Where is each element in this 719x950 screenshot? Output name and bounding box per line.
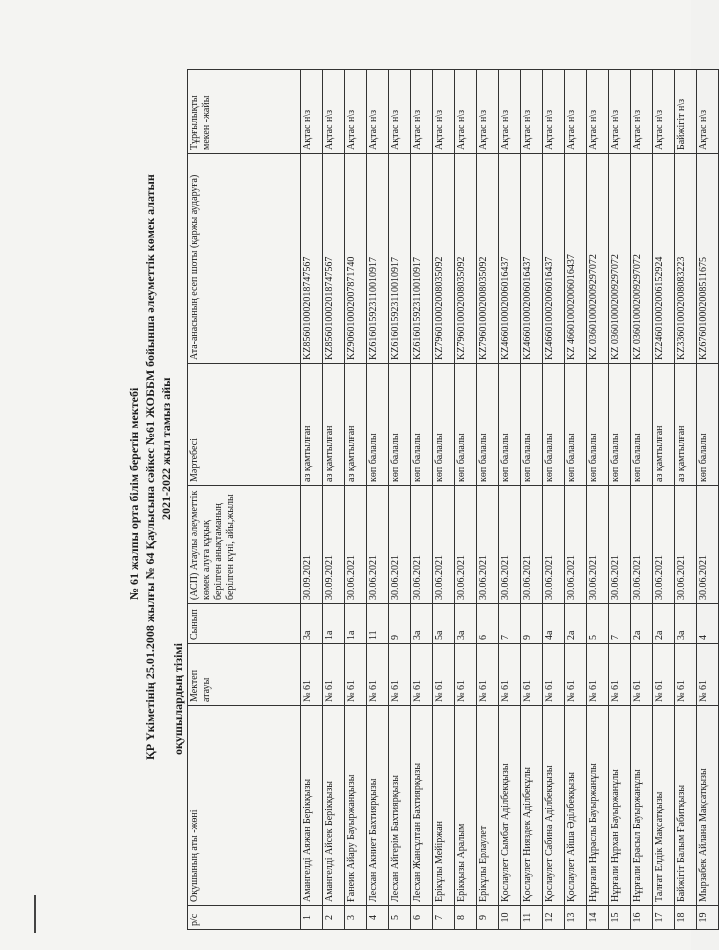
table-row xyxy=(345,70,367,930)
table-row xyxy=(653,70,675,930)
cell-status: көп балалы xyxy=(609,364,631,486)
cell-student-name: Нұрғали Нұрхан Бауыржанұлы xyxy=(609,706,631,906)
cell-student-name: Қослаулет Нияздек Аділбекұлы xyxy=(521,706,543,906)
cell-address: Ақтас н\з xyxy=(565,70,587,154)
cell-account: KZ 036010002009297072 xyxy=(587,154,609,364)
cell-asp-date: 30.06.2021 xyxy=(499,486,521,604)
cell-account: KZ466010002006016437 xyxy=(543,154,565,364)
table-row xyxy=(367,70,389,930)
cell-row-number: 5 xyxy=(389,906,411,930)
cell-account: KZ466010002006016437 xyxy=(521,154,543,364)
heading-line-3: 2021-2022 жыл тамыз айы xyxy=(159,377,173,520)
cell-student-name: Қослаулет Сабина Аділбекқызы xyxy=(543,706,565,906)
cell-row-number: 3 xyxy=(345,906,367,930)
cell-class: 6 xyxy=(477,604,499,644)
cell-account: KZ796010002008035092 xyxy=(455,154,477,364)
cell-account: KZ466010002006016437 xyxy=(499,154,521,364)
cell-asp-date: 30.09.2021 xyxy=(323,486,345,604)
cell-class: 4а xyxy=(543,604,565,644)
cell-account: KZ856010002018747567 xyxy=(301,154,323,364)
table-body xyxy=(301,70,719,930)
cell-status: көп балалы xyxy=(367,364,389,486)
cell-row-number: 7 xyxy=(433,906,455,930)
cell-row-number: 16 xyxy=(631,906,653,930)
cell-asp-date: 30.06.2021 xyxy=(521,486,543,604)
cell-asp-date: 30.09.2021 xyxy=(301,486,323,604)
cell-address: Ақтас н\з xyxy=(653,70,675,154)
cell-school: № 61 xyxy=(521,644,543,706)
cell-student-name: Байжігіт Балым Ғабитқызы xyxy=(675,706,697,906)
cell-student-name: Ерікұлы Мейіржан xyxy=(433,706,455,906)
cell-status: аз қамтылған xyxy=(653,364,675,486)
cell-status: аз қамтылған xyxy=(345,364,367,486)
cell-account: KZ676010002008511675 xyxy=(697,154,719,364)
cell-account: KZ616015923110010917 xyxy=(389,154,411,364)
cell-class: 2а xyxy=(565,604,587,644)
cell-row-number: 8 xyxy=(455,906,477,930)
table-row xyxy=(433,70,455,930)
cell-row-number: 9 xyxy=(477,906,499,930)
cell-asp-date: 30.06.2021 xyxy=(455,486,477,604)
cell-class: 1а xyxy=(345,604,367,644)
cell-account: KZ796010002008035092 xyxy=(433,154,455,364)
heading-line-4: оқушылардың тізімі xyxy=(171,643,185,755)
cell-student-name: Амангелді Айсек Берікқызы xyxy=(323,706,345,906)
student-table xyxy=(187,69,719,930)
cell-school: № 61 xyxy=(543,644,565,706)
cell-asp-date: 30.06.2021 xyxy=(587,486,609,604)
cell-asp-date: 30.06.2021 xyxy=(543,486,565,604)
cell-status: көп балалы xyxy=(543,364,565,486)
cell-class: 3а xyxy=(675,604,697,644)
cell-class: 7 xyxy=(609,604,631,644)
cell-status: аз қамтылған xyxy=(301,364,323,486)
cell-row-number: 17 xyxy=(653,906,675,930)
cell-student-name: Лесхан Акниет Бахтиярқызы xyxy=(367,706,389,906)
cell-school: № 61 xyxy=(565,644,587,706)
cell-school: № 61 xyxy=(587,644,609,706)
cell-asp-date: 30.06.2021 xyxy=(631,486,653,604)
cell-student-name: Лесхан Жансұлтан Бахтиярқызы xyxy=(411,706,433,906)
cell-asp-date: 30.06.2021 xyxy=(477,486,499,604)
cell-asp-date: 30.06.2021 xyxy=(675,486,697,604)
cell-school: № 61 xyxy=(455,644,477,706)
cell-row-number: 11 xyxy=(521,906,543,930)
cell-school: № 61 xyxy=(631,644,653,706)
rotated-content xyxy=(125,70,709,930)
cell-student-name: Қослаулет Айша Әділбекқызы xyxy=(565,706,587,906)
cell-status: аз қамтылған xyxy=(323,364,345,486)
cell-student-name: Ерікқызы Аралым xyxy=(455,706,477,906)
cell-student-name: Қослаулет Сымбат Аділбекқызы xyxy=(499,706,521,906)
cell-school: № 61 xyxy=(477,644,499,706)
cell-row-number: 18 xyxy=(675,906,697,930)
cell-school: № 61 xyxy=(323,644,345,706)
table-row xyxy=(609,70,631,930)
cell-row-number: 6 xyxy=(411,906,433,930)
cell-account: KZ 466010002006016437 xyxy=(565,154,587,364)
col-header-name: Оқушының аты -жөні xyxy=(188,706,301,906)
cell-account: KZ856010002018747567 xyxy=(323,154,345,364)
cell-account: KZ616015923110010917 xyxy=(411,154,433,364)
cell-asp-date: 30.06.2021 xyxy=(345,486,367,604)
table-row xyxy=(499,70,521,930)
col-header-class: Сынып xyxy=(188,604,301,644)
cell-account: KZ246010002006152924 xyxy=(653,154,675,364)
cell-status: көп балалы xyxy=(697,364,719,486)
cell-student-name: Лесхан Айгерім Бахтиярқызы xyxy=(389,706,411,906)
cell-status: көп балалы xyxy=(631,364,653,486)
cell-school: № 61 xyxy=(345,644,367,706)
cell-student-name: Мырзабек Айлана Мақсатқызы xyxy=(697,706,719,906)
cell-address: Ақтас н\з xyxy=(609,70,631,154)
cell-class: 3а xyxy=(411,604,433,644)
cell-asp-date: 30.06.2021 xyxy=(389,486,411,604)
cell-class: 5а xyxy=(433,604,455,644)
cell-school: № 61 xyxy=(433,644,455,706)
cell-class: 11 xyxy=(367,604,389,644)
cell-account: KZ906010002007871740 xyxy=(345,154,367,364)
cell-class: 4 xyxy=(697,604,719,644)
cell-status: көп балалы xyxy=(411,364,433,486)
cell-school: № 61 xyxy=(389,644,411,706)
table-row xyxy=(301,70,323,930)
cell-status: көп балалы xyxy=(477,364,499,486)
cell-class: 2а xyxy=(631,604,653,644)
cell-student-name: Нұрғали Нұраслы Бауыржанұлы xyxy=(587,706,609,906)
cell-asp-date: 30.06.2021 xyxy=(653,486,675,604)
cell-row-number: 4 xyxy=(367,906,389,930)
col-header-number: р/с xyxy=(188,906,301,930)
cell-school: № 61 xyxy=(609,644,631,706)
cell-status: көп балалы xyxy=(499,364,521,486)
cell-account: KZ796010002008035092 xyxy=(477,154,499,364)
col-header-asp-date: (АСП) Атаулы әлеуметтік көмек алуға құқық берілген анықтаманың берілген күні, айы,жылы xyxy=(188,486,301,604)
cell-address: Ақтас н\з xyxy=(323,70,345,154)
table-row xyxy=(543,70,565,930)
cell-address: Ақтас н\з xyxy=(367,70,389,154)
cell-student-name: Талғат Елдік Мақсатқызы xyxy=(653,706,675,906)
cell-status: көп балалы xyxy=(389,364,411,486)
table-row xyxy=(477,70,499,930)
cell-class: 5 xyxy=(587,604,609,644)
cell-student-name: Амангелді Аяжан Берікқызы xyxy=(301,706,323,906)
cell-address: Ақтас н\з xyxy=(587,70,609,154)
cell-class: 9 xyxy=(389,604,411,644)
table-row xyxy=(455,70,477,930)
cell-address: Ақтас н\з xyxy=(433,70,455,154)
cell-account: KZ 036010002009297072 xyxy=(609,154,631,364)
margin-pen-mark xyxy=(34,895,36,933)
cell-row-number: 15 xyxy=(609,906,631,930)
cell-class: 1а xyxy=(323,604,345,644)
cell-class: 3а xyxy=(455,604,477,644)
cell-account: KZ616015923110010917 xyxy=(367,154,389,364)
cell-address: Ақтас н\з xyxy=(301,70,323,154)
cell-asp-date: 30.06.2021 xyxy=(411,486,433,604)
cell-status: көп балалы xyxy=(565,364,587,486)
cell-address: Ақтас н\з xyxy=(477,70,499,154)
cell-row-number: 2 xyxy=(323,906,345,930)
cell-address: Ақтас н\з xyxy=(697,70,719,154)
heading-line-1: № 61 жалпы орта білім беретін мектебі xyxy=(127,387,141,600)
cell-address: Ақтас н\з xyxy=(411,70,433,154)
table-row xyxy=(565,70,587,930)
cell-row-number: 1 xyxy=(301,906,323,930)
table-row xyxy=(521,70,543,930)
cell-student-name: Нұрғали Ерасыл Бауыржанұлы xyxy=(631,706,653,906)
cell-school: № 61 xyxy=(675,644,697,706)
cell-class: 2а xyxy=(653,604,675,644)
cell-address: Ақтас н\з xyxy=(543,70,565,154)
cell-class: 7 xyxy=(499,604,521,644)
cell-row-number: 13 xyxy=(565,906,587,930)
col-header-status: Мәртебесі xyxy=(188,364,301,486)
cell-status: көп балалы xyxy=(521,364,543,486)
col-header-account: Ата-анасының есеп шоты (қаржы аударуға) xyxy=(188,154,301,364)
cell-asp-date: 30.06.2021 xyxy=(697,486,719,604)
cell-status: көп балалы xyxy=(587,364,609,486)
cell-status: көп балалы xyxy=(455,364,477,486)
cell-row-number: 14 xyxy=(587,906,609,930)
cell-asp-date: 30.06.2021 xyxy=(609,486,631,604)
table-row xyxy=(631,70,653,930)
cell-school: № 61 xyxy=(411,644,433,706)
cell-school: № 61 xyxy=(653,644,675,706)
table-row xyxy=(587,70,609,930)
cell-asp-date: 30.06.2021 xyxy=(433,486,455,604)
cell-row-number: 12 xyxy=(543,906,565,930)
table-row xyxy=(697,70,719,930)
cell-school: № 61 xyxy=(301,644,323,706)
cell-address: Ақтас н\з xyxy=(499,70,521,154)
cell-row-number: 10 xyxy=(499,906,521,930)
cell-status: көп балалы xyxy=(433,364,455,486)
cell-class: 3а xyxy=(301,604,323,644)
col-header-address: Тұрғылықты мекен -жайы xyxy=(188,70,301,154)
cell-address: Байжігіт н\з xyxy=(675,70,697,154)
cell-row-number: 19 xyxy=(697,906,719,930)
cell-account: KZ336010002008083223 xyxy=(675,154,697,364)
cell-asp-date: 30.06.2021 xyxy=(367,486,389,604)
cell-address: Ақтас н\з xyxy=(631,70,653,154)
cell-status: аз қамтылған xyxy=(675,364,697,486)
cell-address: Ақтас н\з xyxy=(455,70,477,154)
cell-student-name: Ғанеик Айару Бауыржанқызы xyxy=(345,706,367,906)
cell-address: Ақтас н\з xyxy=(521,70,543,154)
table-row xyxy=(675,70,697,930)
cell-student-name: Ерікұлы Ерлаулет xyxy=(477,706,499,906)
cell-account: KZ 036010002009297072 xyxy=(631,154,653,364)
col-header-school: Мектеп атауы xyxy=(188,644,301,706)
cell-address: Ақтас н\з xyxy=(389,70,411,154)
cell-class: 9 xyxy=(521,604,543,644)
cell-asp-date: 30.06.2021 xyxy=(565,486,587,604)
document-heading xyxy=(125,70,195,930)
cell-school: № 61 xyxy=(367,644,389,706)
table-row xyxy=(323,70,345,930)
heading-line-2: ҚР Үкіметінің 25.01.2008 жылғы № 64 Қаулысына сәйкес №61 ЖОББМ бойынша әлеуметтік көмек алатын xyxy=(143,174,157,760)
table-row xyxy=(389,70,411,930)
cell-address: Ақтас н\з xyxy=(345,70,367,154)
cell-school: № 61 xyxy=(499,644,521,706)
cell-school: № 61 xyxy=(697,644,719,706)
table-header-row xyxy=(188,70,301,930)
table-row xyxy=(411,70,433,930)
